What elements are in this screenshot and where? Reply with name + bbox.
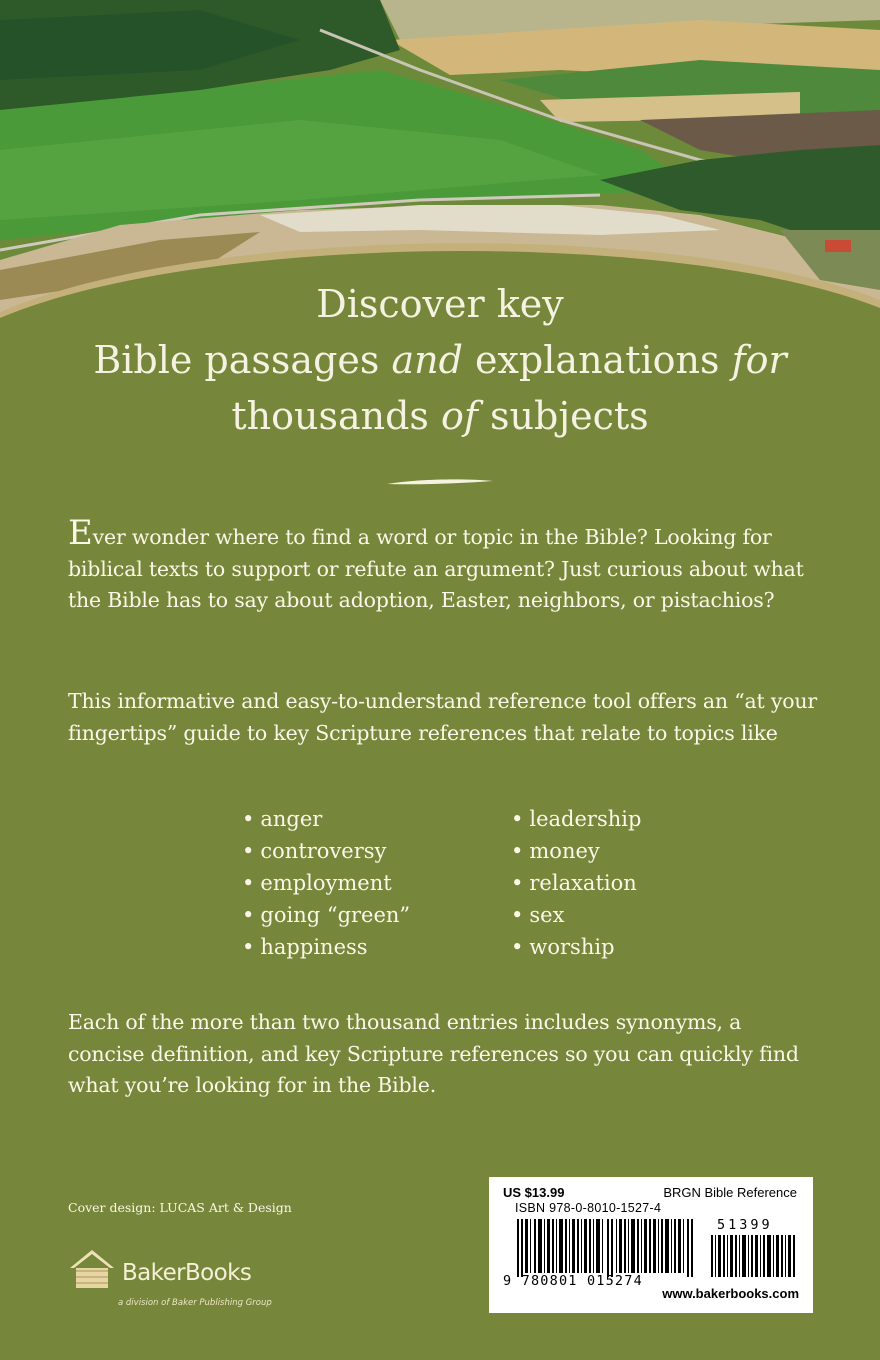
- price-label: US $13.99: [503, 1185, 565, 1200]
- topic-list-right: [511, 803, 641, 963]
- description-paragraph: This informative and easy-to-understand reference tool offers an “at your fingertips” guide to key Scripture references that relate to topics like: [68, 689, 817, 745]
- bullet-icon: •: [242, 935, 255, 959]
- bullet-icon: •: [242, 903, 255, 927]
- topic-item: • worship: [511, 935, 615, 959]
- headline-line-3: thousands of subjects: [231, 394, 649, 438]
- topic-item: • going “green”: [242, 903, 411, 927]
- topic-item: • sex: [511, 903, 565, 927]
- headline-line-1: Discover key: [316, 282, 564, 326]
- ean-digits: 9 780801 015274: [503, 1273, 643, 1289]
- bullet-icon: •: [511, 903, 524, 927]
- headline-line-2: Bible passages and explanations for: [93, 338, 787, 382]
- addon-digits: 51399: [717, 1217, 773, 1233]
- publisher-name: BakerBooks: [122, 1260, 252, 1286]
- topic-list-left: [242, 803, 410, 963]
- bullet-icon: •: [511, 871, 524, 895]
- drop-cap: E: [68, 513, 93, 553]
- house-book-icon: [66, 1246, 118, 1292]
- topic-item: • money: [511, 839, 600, 863]
- cover-design-credit: Cover design: LUCAS Art & Design: [68, 1200, 292, 1215]
- topic-item: • anger: [242, 807, 323, 831]
- headline: [0, 276, 880, 444]
- publisher-logo: [66, 1246, 306, 1316]
- swash-ornament: [385, 476, 495, 490]
- bullet-icon: •: [242, 871, 255, 895]
- entries-paragraph: Each of the more than two thousand entries includes synonyms, a concise definition, and key Scripture references so you can quickly find what you’re looking for in the Bible.: [68, 1010, 799, 1097]
- publisher-website: www.bakerbooks.com: [662, 1286, 799, 1301]
- topic-item: • controversy: [242, 839, 387, 863]
- bullet-icon: •: [242, 839, 255, 863]
- publisher-subtitle: a division of Baker Publishing Group: [118, 1298, 272, 1308]
- topic-item: • happiness: [242, 935, 368, 959]
- intro-paragraph: Ever wonder where to find a word or topic in the Bible? Looking for biblical texts to support or refute an argument? Just curious about what the Bible has to say about adoption, Easter, neighbors, or pistachios?: [68, 513, 804, 612]
- bullet-icon: •: [511, 807, 524, 831]
- bullet-icon: •: [511, 839, 524, 863]
- isbn-label: ISBN 978-0-8010-1527-4: [515, 1201, 662, 1215]
- bullet-icon: •: [511, 935, 524, 959]
- category-label: BRGN Bible Reference: [663, 1185, 797, 1200]
- topic-item: • employment: [242, 871, 392, 895]
- bullet-icon: •: [242, 807, 255, 831]
- topic-item: • leadership: [511, 807, 642, 831]
- barcode-panel: [489, 1177, 813, 1313]
- topic-item: • relaxation: [511, 871, 637, 895]
